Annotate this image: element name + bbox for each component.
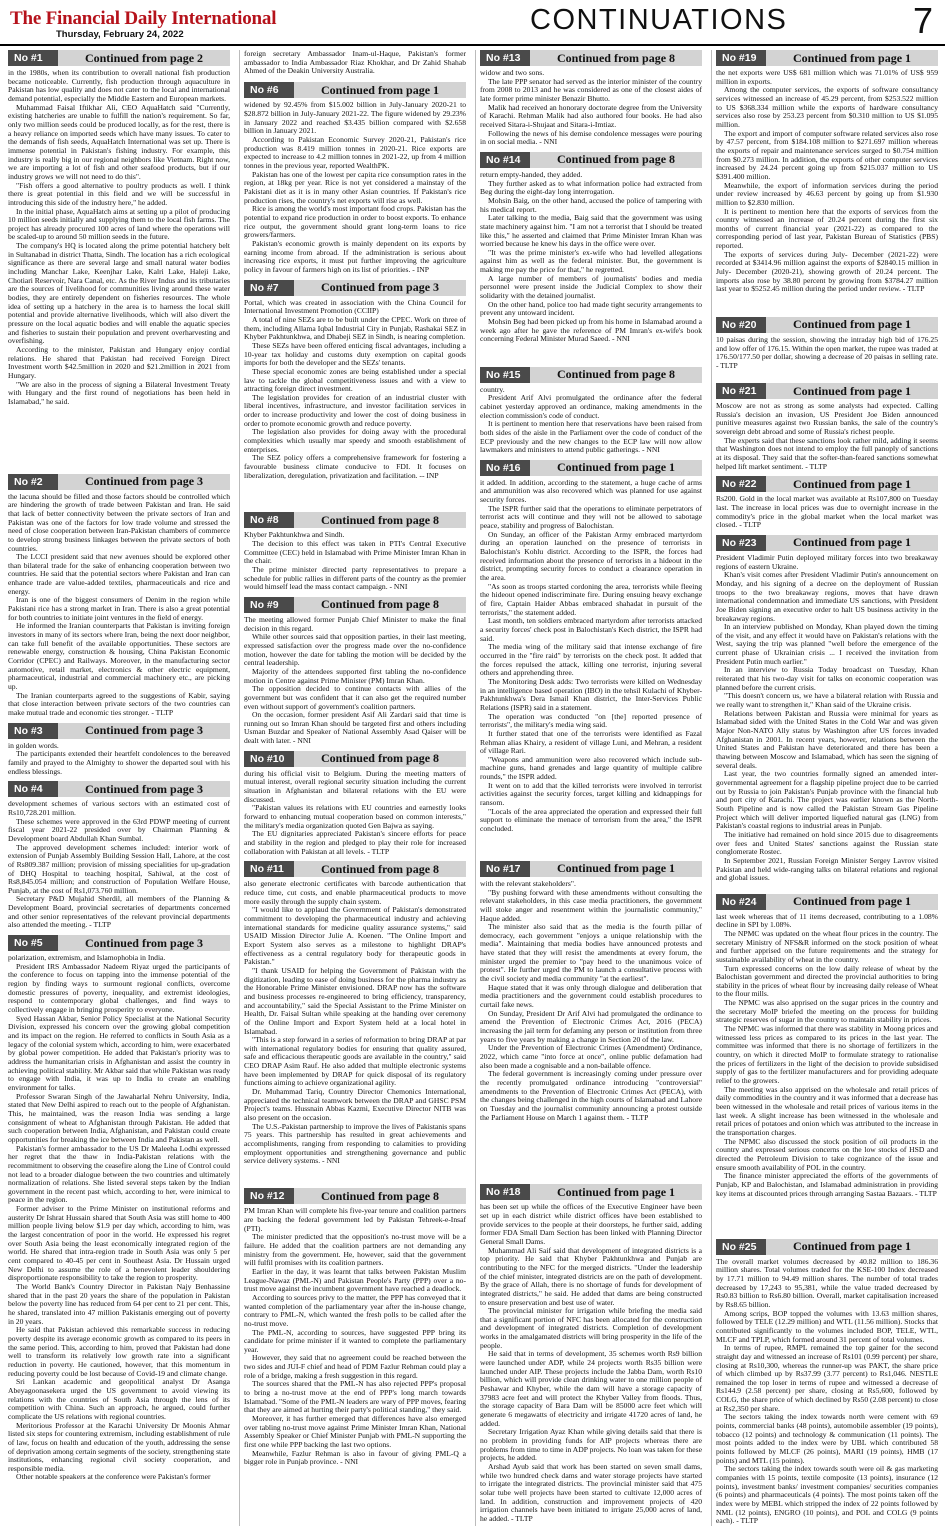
story-paragraph: The provincial minister for irrigation while briefing the media said that a significant portion of NFC has been allocated for the construction and development of integrated districts. Completion of development works in the amalgamated districts will bring prosperity in the life of the people. xyxy=(480,1306,702,1350)
story-body xyxy=(244,616,466,746)
story-header xyxy=(244,1188,466,1204)
continued-from-label: Continued from page 1 xyxy=(530,861,702,877)
continued-story xyxy=(716,383,938,471)
story-paragraph: On the occasion, former president Asif Ali Zardari said that time is running out so Imran Khan should be targeted first and others including Usman Buzdar and Speaker of National Assembly Asad Qaiser will be dealt with later. - NNI xyxy=(244,710,466,746)
story-paragraph: Mohsin Beg had been picked up from his home in Islamabad around a week ago after he gave the reference of PM Imran's ex-wife's book concerning Federal Minister Murad Saeed. - NNI xyxy=(480,317,702,344)
story-number: No #7 xyxy=(244,280,294,296)
story-paragraph: The Monitoring Desk adds: Two terrorists were killed on Wednesday in an intelligence based operation (IBO) in the tehsil Kulachi of Khyber-Pakhtunkhwa's Dera Ismail Khan district, the Inter-Services Public Relations (ISPR) said in a statement. xyxy=(480,676,702,712)
story-paragraph: Khyber Pakhtunkhwa and Sindh. xyxy=(244,530,345,540)
story-paragraph: "As soon as troops started cordoning the area, terrorists while fleeing the hideout opened indiscriminate fire. During ensuing heavy exchange of fire, Captain Haider Abbas embraced shahadat in pursuit of the terrorists," the statement added. xyxy=(480,581,702,617)
story-paragraph: He informed the Iranian counterparts that Pakistan is inviting foreign investors in many of its sectors where Iran, being the next door neighbor, can take full benefit of the available opportunities. These sectors are renewable energy, construction & housing, China Pakistan Economic Corridor (CPEC) and Railways. Moreover, in the manufacturing sector automotive, retail market, electronics & other electric equipment, pharmaceutical, industrial and commercial machinery etc., are picking up. xyxy=(8,621,230,691)
story-paragraph: last week whereas that of 11 items decreased, contributing to a 1.08% decline in SPI by 1.08%. xyxy=(716,911,938,930)
story-paragraph: also generate electronic certificates with barcode authentication that reduce time, cut costs, and enable pharmaceutical products to move more easily through the supply chain system. xyxy=(244,879,466,906)
story-paragraph: The legislation also provides for doing away with the procedural complexities which usually mar speedy and smooth establishment of enterprises. xyxy=(244,427,466,454)
continued-story xyxy=(716,317,938,378)
story-number: No #25 xyxy=(716,1239,766,1255)
story-number: No #20 xyxy=(716,317,766,333)
story-number: No #11 xyxy=(244,861,294,877)
story-paragraph: Pakistan's economic growth is mainly dependent on its exports by earning income from abroad. If the administration is serious about increasing rice exports, it must put further improving the agriculture policy in favour of farmers high on its list of priorities. - INP xyxy=(244,238,466,274)
story-paragraph: Muhammad Ali Saif said that development of integrated districts is a top priority. He said that Khyber Pakhtunkhwa and Punjab are contributing to the NFC for the merged districts. "Under the leadership of the chief minister, integrated districts are on the path of development. By the grace of Allah, there is no shortage of funds for development of integrated districts," he said. He added that dams are being constructed to ensure preservation and best use of water. xyxy=(480,1245,702,1307)
story-paragraph: widened by 92.45% from $15.002 billion in July-January 2020-21 to $28.872 billion in July-January 2021-22. The figure widened by 29.23% in January 2022 and reached $3.435 billion compared with $2.658 billion in January 2021. xyxy=(244,100,466,136)
story-paragraph: "Fish offers a good alternative to poultry products as well. I think there is great potential in this field and we will be successful in introducing this side of the industry here," he added. xyxy=(8,180,230,207)
story-paragraph: Pakistan's former ambassador to the US Dr Maleeha Lodhi expressed her regret that the thaw in India-Pakistan relations with the recommitment to observing the ceasefire along the Line of Control could not lead to a broader dialogue between the two countries and ultimately normalization of relations. She listed several steps taken by the Indian government in the recent past which, according to her, were inimical to peace in the region. xyxy=(8,1143,230,1205)
continued-story xyxy=(8,50,230,469)
story-body xyxy=(244,299,466,508)
story-paragraph: The overall market volumes decreased by 40.82 million to 186.36 million shares. Total volumes traded for the KSE-100 Index decreased by 17.71 million to 94.49 million shares. The number of total trades decreased by 17,243 to 95,381, while the value traded decreased by Rs0.83 billion to Rs6.80 billion. Overall, market capitalisation increased by Rs8.65 billion. xyxy=(716,1256,938,1309)
story-paragraph: A large number of members of journalists' bodies and media personnel were present inside the Judicial Complex to show their solidarity with the detained journalist. xyxy=(480,273,702,301)
continued-from-label: Continued from page 8 xyxy=(530,50,702,66)
story-header xyxy=(8,50,230,66)
article-columns xyxy=(8,50,938,1526)
story-body xyxy=(480,386,702,455)
story-paragraph: In September 2021, Russian Foreign Minister Sergey Lavrov visited Pakistan and held wide-ranging talks on bilateral relations and regional and global issues. xyxy=(716,855,938,883)
continued-story xyxy=(244,597,466,746)
story-paragraph: Turn expressed concerns on the low daily release of wheat by the Balochistan government and directed the provincial authorities to bring stability in the prices of wheat flour by increasing daily release of Wheat to the flour mills. xyxy=(716,963,938,999)
story-paragraph: Last year, the two countries formally signed an amended inter-governmental agreement for a flagship pipeline project due to be carried out by Russia to join Pakistan's Punjab province with the financial hub and port city of Karachi. The project was earlier known as the North-South Pipeline and is now called the Pakistan Stream Gas Pipeline Project which will deliver imported liquefied natural gas (LNG) from Pakistan's coastal regions to industrial areas in Punjab. xyxy=(716,769,938,831)
story-paragraph: "Pakistan values its relations with EU countries and earnestly looks forward to enhancing mutual cooperation based on common interests," the military's media organization quoted Gen Bajwa as saying. xyxy=(244,803,466,830)
story-body xyxy=(244,531,466,592)
continued-story xyxy=(244,1188,466,1526)
continued-from-label: Continued from page 3 xyxy=(58,723,230,739)
story-header xyxy=(480,861,702,877)
story-header xyxy=(8,474,230,490)
story-header xyxy=(716,317,938,333)
story-number: No #22 xyxy=(716,476,766,492)
story-paragraph: The minister predicted that the opposition's no-trust move will be a failure. He added that the coalition partners are not demanding any ministry from the government. He, however, said that the government will fulfil promises with its coalition partners. xyxy=(244,1232,466,1268)
story-paragraph: "I thank USAID for helping the Government of Pakistan with the digitization, leading to ease of doing business for the pharma industry as the Honorable Prime Minister envisioned. DRAP now has the software and business processes re-engineered to bring efficiency, transparency, and accountability," said the Special Assistant to the Prime Minister on Health, Dr. Faisal Sultan while speaking at the handing over ceremony of the Online Import and Export System held at a local hotel in Islamabad. xyxy=(244,965,466,1036)
story-paragraph: Moreover, it has further emerged that differences have also emerged over tabling no-trust move against Prime Minister Imran Khan, National Assembly Speaker or Chief Minister Punjab with PML-N supporting the first one while PPP backing the last two options. xyxy=(244,1414,466,1450)
story-paragraph: in the 1980s, when its contribution to overall national fish production became noticeable. Currently, fish production through aquaculture in Pakistan has low quality and does not cater to the local and international demand potential, especially the Middle Eastern and European markets. xyxy=(8,68,230,103)
story-body xyxy=(480,880,702,1179)
continued-story xyxy=(244,280,466,508)
story-paragraph: foreign secretary Ambassador Inam-ul-Haque, Pakistan's former ambassador to India Ambassador Riaz Khokhar, and Dr Zahid Shahab Ahmed of the Deakin University Australia. xyxy=(244,49,466,76)
story-paragraph: it added. In addition, according to the statement, a huge cache of arms and ammunition was also recovered which was planned for use against security forces. xyxy=(480,477,702,505)
story-paragraph: According to the minister, Pakistan and Hungary enjoy cordial relations. He shared that Pakistan had received Foreign Direct Investment worth $42.5million in 2020 and $21.2million in 2021 from Hungary. xyxy=(8,345,230,380)
story-paragraph: The NPMC was also apprised on the sugar prices in the country and the secretary MoIP briefed the meeting on the process for building strategic reserves of sugar in the country to maintain stability in prices. xyxy=(716,998,938,1025)
story-header xyxy=(8,723,230,739)
continued-from-label: Continued from page 1 xyxy=(766,50,938,66)
story-body xyxy=(716,402,938,471)
story-header xyxy=(244,280,466,296)
story-paragraph: These schemes were approved in the 63rd PDWP meeting of current fiscal year 2021-22 presided over by Chairman Planning & Development board Abdullah Khan Sumbal. xyxy=(8,816,230,843)
continued-from-label: Continued from page 1 xyxy=(766,476,938,492)
column-4 xyxy=(711,50,938,1526)
newspaper-title: The Financial Daily International xyxy=(10,8,277,29)
story-paragraph: "By pushing forward with these amendments without consulting the relevant stakeholders, in this case media practitioners, the government will stoke anger and resentment within the journalistic community," Haque added. xyxy=(480,887,702,923)
story-number: No #17 xyxy=(480,861,530,877)
story-paragraph: Among scrips, BOP topped the volumes with 13.63 million shares, followed by TELE (12.29 million) and WTL (11.56 million). Stocks that contributed significantly to the volumes included BOP, TELE, WTL, MLCF and TPLP, which formed around 31 percent of total volumes. xyxy=(716,1308,938,1344)
story-header xyxy=(8,781,230,797)
story-paragraph: Rs200. Gold in the local market was available at Rs107,800 on Tuesday last. The increase in local prices was due to overnight increase in the commodity's price in the global market when the local market was closed. - TLTP xyxy=(716,494,938,530)
story-number: No #24 xyxy=(716,894,766,910)
story-body xyxy=(244,880,466,1183)
continued-from-label: Continued from page 1 xyxy=(294,82,466,98)
story-header xyxy=(244,82,466,98)
continued-from-label: Continued from page 8 xyxy=(294,751,466,767)
story-header xyxy=(716,50,938,66)
continued-story xyxy=(480,50,702,147)
continued-story xyxy=(8,781,230,930)
masthead xyxy=(0,0,945,46)
story-paragraph: On the other hand, police too had made tight security arrangements to prevent any untoward incident. xyxy=(480,299,702,318)
story-body xyxy=(8,493,230,718)
story-number: No #16 xyxy=(480,460,530,476)
story-header xyxy=(480,152,702,168)
story-paragraph: The ISPR further said that the operations to eliminate perpetrators of terrorist acts will continue and they will not be allowed to sabotage peace, stability and progress of Balochistan. xyxy=(480,503,702,531)
continued-from-label: Continued from page 1 xyxy=(766,383,938,399)
story-paragraph: PM Imran Khan will complete his five-year tenure and coalition partners are backing the federal government led by Pakistan Tehreek-e-Insaf (PTI). xyxy=(244,1206,466,1233)
story-paragraph: The U.S.-Pakistan partnership to improve the lives of Pakistanis spans 75 years. This partnership has resulted in great achievements and accomplishments, ranging from responding to calamities to providing employment opportunities and strengthening governance and public service delivery systems. - NNI xyxy=(244,1121,466,1166)
story-paragraph: On Sunday, President Dr Arif Alvi had promulgated the ordinance to amend the Prevention of Electronic Crimes Act, 2016 (PECA) increasing the jail term for defaming any person or institution from three years to five years by making a change in Section 20 of the law. xyxy=(480,1008,702,1044)
story-paragraph: President IRS Ambassador Nadeem Riyaz urged the participants of the conference to focus on tapping into the immense potential of the region by finding ways to surmount regional conflicts, overcome domestic pressures of poverty, inequality, and extremist ideologies, respond to contemporary global challenges, and find ways to collectively engage in bringing prosperity to everyone. xyxy=(8,961,230,1015)
continued-story xyxy=(244,751,466,857)
continued-from-label: Continued from page 8 xyxy=(294,512,466,528)
story-paragraph: The sectors taking the index towards south were oil & gas marketing companies with 15 points, textile composite (13 points), insurance (12 points), investment banks/ investment companies/ securities companies (6 points) and pharmaceuticals (4 points). The most points taken off the index were by MEBL which stripped the index of 22 points followed by NML (12 points), ENGRO (10 points), and POL and COLG (9 points each). - TLTP xyxy=(716,1464,938,1526)
story-header xyxy=(480,50,702,66)
story-paragraph: Secretary Irrigation Ayaz Khan while giving details said that there is no problem in providing funds for AIP projects whereas there are problems from time to time in ADP projects. No loan was taken for these projects, he added. xyxy=(480,1427,703,1463)
story-paragraph: Malik had received an honorary doctorate degree from the University of Karachi. Rehman Malik had also authored four books. He had also received Sitara-i-Shujaat and Sitara-i-Imtiaz. xyxy=(480,102,702,129)
story-paragraph: In an interview published on Monday, Khan played down the timing of the visit, and any effect it would have on Pakistan's relations with the West, saying the trip was planned "well before the emergence of the current phase of Ukrainian crisis ... I received the invitation from President Putin much earlier." xyxy=(716,622,938,666)
story-number: No #14 xyxy=(480,152,530,168)
continued-story xyxy=(244,50,466,77)
story-paragraph: On Sunday, an officer of the Pakistan Army embraced martyrdom during an operation launched on the presence of terrorists in Balochistan's Kohlu district. According to the ISPR, the forces had received information about the presence of terrorists in a hideout in the district, prompting security forces to conduct a clearance operation in the area. xyxy=(480,529,702,583)
story-header xyxy=(716,476,938,492)
story-paragraph: Last month, ten soldiers embraced martyrdom after terrorists attacked a security forces' check post in Balochistan's Kech district, the ISPR had said. xyxy=(480,616,702,643)
continued-from-label: Continued from page 2 xyxy=(58,50,230,66)
story-number: No #13 xyxy=(480,50,530,66)
story-paragraph: A total of nine SEZs are to be built under the CPEC. Work on three of them, including Allama Iqbal Industrial City in Punjab, Rashakai SEZ in Khyber Pakhtunkhwa, and Dhabeji SEZ in Sindh, is nearing completion. xyxy=(244,314,466,342)
story-paragraph: Sri Lankan academic and geopolitical analyst Dr Asanga Abeyagoonasekera urged the US government to avoid viewing its relations with the countries of South Asia through the lens of its competition with China. Such an approach, he argued, could further complicate the US relations with regional countries. xyxy=(8,1377,230,1421)
story-paragraph: the lacuna should be filled and those factors should be controlled which are hindering the growth of trade between Pakistan and Iran. He said that lack of better connectivity between the private sectors of Iran and Pakistan was one of the factors for low trade volume and stressed the need of close cooperation between Iran-Pakistan chambers of commerce to develop strong business linkages between the private sectors of both countries. xyxy=(8,491,230,553)
story-paragraph: In the initial phase, AquaHatch aims at setting up a pilot of producing 10 million seeds initially and supplying them to the local fish farms. The project has already procured 100 acres of land where the operations will be scaled-up to around 50 million seeds in the future. xyxy=(8,206,230,242)
story-paragraph: development schemes of various sectors with an estimated cost of Rs10,728.201 million. xyxy=(8,799,230,817)
story-paragraph: Pakistan has one of the lowest per capita rice consumption rates in the region, at 18kg per year. Rice is not yet considered a mainstay of the Pakistani diet as it is in many other Asian countries. If Pakistan's rice production rises, the country's net exports will rise as well. xyxy=(244,169,466,205)
story-paragraph: country. xyxy=(480,384,505,394)
continued-from-label: Continued from page 1 xyxy=(766,894,938,910)
story-paragraph: with the relevant stakeholders". xyxy=(480,878,576,888)
story-paragraph: the net exports were US$ 681 million which was 71.01% of US$ 959 million in exports. xyxy=(716,68,938,86)
story-number: No #6 xyxy=(244,82,294,98)
story-paragraph: Portal, which was created in association with the China Council for International Investment Promotion (CCIIP) xyxy=(244,297,466,316)
story-paragraph: Secretary P&D Mujahid Sherdil, all members of the Planning & Development Board, provincial secretaries of departments concerned and other senior representatives of the relevant provincial departments also attended the meeting. - TLTP xyxy=(8,894,230,930)
story-paragraph: Among the computer services, the exports of software consultancy services witnessed an increase of 45.29 percent, from $253.522 million to US $368.334 million while the exports of hardware consultancy services also rose by 253.23 percent from $0.310 million to US $1.095 million. xyxy=(716,85,938,129)
story-paragraph: While other sources said that opposition parties, in their last meeting, expressed satisfaction over the progress made over the no-confidence motion, however the date for tabling the motion will be decided by the central leadership. xyxy=(244,632,466,668)
continued-from-label: Continued from page 3 xyxy=(294,280,466,296)
column-2 xyxy=(239,50,466,1526)
continued-from-label: Continued from page 8 xyxy=(530,152,702,168)
story-paragraph: Khan's visit comes after President Vladimir Putin's announcement on Monday, and his signing of a decree on the deployment of Russian troops to the two breakaway regions, moves that have drawn international condemnation and immediate US sanctions, with President Joe Biden signing an executive order to halt US business activity in the breakaway regions. xyxy=(716,570,938,623)
story-paragraph: President Arif Alvi promulgated the ordinance after the federal cabinet yesterday approved an ordinance, making amendments in the election commission's code of conduct. xyxy=(480,393,702,420)
story-body xyxy=(244,50,466,77)
continued-story xyxy=(480,460,702,856)
continued-story xyxy=(244,861,466,1183)
story-number: No #10 xyxy=(244,751,294,767)
story-number: No #15 xyxy=(480,367,530,383)
story-paragraph: Later talking to the media, Baig said that the government was using state machinery against him. "I am not a terrorist that I should be treated like this," he asserted and claimed that Prime Minister Imran Khan was worried because he knew his days in the office were over. xyxy=(480,213,702,249)
story-number: No #1 xyxy=(8,50,58,66)
story-paragraph: He said that in terms of development, 35 schemes worth Rs9 billion were launched under ADP, while 24 projects worth Rs35 billion were launched under AIP. These projects include the Jabba Dam, worth Rs10 billion, which will provide clean drinking water to one million people of Peshawar and Khyber, while the dam will have a storage capacity of 37983 acre feet and will protect the Khyber Valley from floods. Thus, the storage capacity of Bara Dam will be 85000 acre feet which will generate 6 megawatts of electricity and irrigate 41720 acres of land, he added. xyxy=(480,1349,702,1428)
story-paragraph: Meritorious Professor at the Karachi University Dr Moonis Ahmar listed six steps for countering extremism, including establishment of rule of law, focus on health and education of the youth, addressing the sense of deprivation among certain segments of the society, strengthening state institutions, enhancing regional civil society cooperation, and responsible media. xyxy=(8,1420,230,1473)
continued-story xyxy=(716,894,938,1234)
story-body xyxy=(716,913,938,1234)
story-paragraph: The NPMC also discussed the stock position of oil products in the country and expressed serious concerns on the low stocks of HSD and directed the Petroleum Division to take cognizance of the issue and ensure smooth availability of POL in the country. xyxy=(716,1136,938,1172)
story-paragraph: The prime minister directed party representatives to prepare a schedule for public rallies in different parts of the country as the premier would himself lead the mass contact campaign. - NNI xyxy=(244,564,466,592)
story-number: No #18 xyxy=(480,1184,530,1200)
continued-story xyxy=(480,861,702,1179)
continued-from-label: Continued from page 8 xyxy=(294,861,466,877)
story-paragraph: The exports of services during July- December (2021-22) were recorded at $3414.96 million against the exports of $2840.15 million in July- December (2020-21), showing growth of 20.24 percent. The imports also rose by 38.80 percent by growing from $3784.27 million last year to $5252.45 million during the period under review. - TLTP xyxy=(716,249,938,294)
continued-from-label: Continued from page 1 xyxy=(766,535,938,551)
continued-from-label: Continued from page 1 xyxy=(766,1239,938,1255)
story-number: No #12 xyxy=(244,1188,294,1204)
story-paragraph: The company's HQ is located along the prime potential hatchery belt in Sultanabad in district Thatta, Sindh. The location has a rich ecological significance as there are several large and small natural water bodies including Manchar Lake, Keenjhar Lake, Kalri Lake, Haleji Lake, Chotiari Reservoir, Nara Canal, etc. As the River Indus and its tributaries are the sources of livelihood for communities living around these water bodies, they are entirely dependent on fisheries resources. The whole idea of setting up a hatchery in the area is to harness the local skill potential and provide alternative livelihoods, which will also divert the pressure on the local aquatic bodies and will enable the aquatic species and fisheries to sustain their population and prevent overharvesting and overfishing. xyxy=(8,241,230,346)
story-paragraph: Relations between Pakistan and Russia were minimal for years as Islamabad sided with the United States in the Cold War and was given Major Non-NATO Ally status by Washington after US forces invaded Afghanistan in 2001. In recent years, however, relations between the United States and Pakistan have deteriorated and there has been a thawing between Moscow and Islamabad, which has seen the signing of several deals. xyxy=(716,708,938,770)
continued-from-label: Continued from page 8 xyxy=(530,367,702,383)
continued-story xyxy=(716,50,938,312)
story-paragraph: These special economic zones are being established under a special law to tackle the global competitiveness issues and with a view to attracting foreign direct investment. xyxy=(244,366,466,394)
story-paragraph: President Vladimir Putin deployed military forces into two breakaway regions of eastern Ukraine. xyxy=(716,552,938,571)
story-number: No #5 xyxy=(8,935,58,951)
story-body xyxy=(8,800,230,930)
story-paragraph: The World Bank's Country Director in Pakistan Najy Benhassine shared that in the past 20 years the share of the population in Pakistan below the poverty line has reduced from 64 per cent to 21 per cent. This, he shared, translated into 47 million Pakistanis emerging out of poverty in 20 years. xyxy=(8,1282,230,1326)
story-number: No #8 xyxy=(244,512,294,528)
story-paragraph: Majority of the attendees supported first tabling the no-confidence motion in Centre against Prime Minister (PM) Imran Khan. xyxy=(244,666,466,685)
story-paragraph: The PML-N, according to sources, have suggested PPP bring its candidate for prime minister if it wanted to complete the parliamentary year. xyxy=(244,1327,466,1354)
story-paragraph: Following the news of his demise condolence messages were pouring in on social media. - NNI xyxy=(480,128,702,147)
story-paragraph: According to Pakistan Economic Survey 2020-21, Pakistan's rice production was 8.419 million tonnes in 2020-21. Rice exports are expected to increase to 4.2 million tonnes in 2021-22, up from 4 million tonnes in the previous year, reported WealthPK. xyxy=(244,135,466,171)
story-header xyxy=(716,383,938,399)
story-paragraph: The participants extended their heartfelt condolences to the bereaved family and prayed to the Almighty to shower the departed soul with his endless blessings. xyxy=(8,749,230,776)
story-paragraph: The Iranian counterparts agreed to the suggestions of Kabir, saying that close interaction between private sectors of the two countries can make mutual trade and economic ties stronger. - TLTP xyxy=(8,690,230,717)
story-paragraph: According to sources privy to the matter, the PPP has conveyed that it wanted completion of the parliamentary year after the in-house change, contrary to PML-N, which wanted the fresh polls to be called after the no-trust move. xyxy=(244,1292,466,1328)
continued-from-label: Continued from page 3 xyxy=(58,935,230,951)
continued-story xyxy=(716,1239,938,1526)
story-paragraph: The sources shared that the PML-N has also rejected PPP's proposal to bring a no-trust move at the end of PPP's long march towards Islamabad. "Some of the PML-N leaders are wary of PPP moves, fearing that they are aimed at hurting their party's political standing," they said. xyxy=(244,1379,466,1415)
column-3 xyxy=(475,50,702,1526)
story-paragraph: Meanwhile, Fazlur Rehman is also in favour of giving PML-Q a bigger role in Punjab province. - NNI xyxy=(244,1448,466,1467)
continued-story xyxy=(244,512,466,592)
story-paragraph: Dr. Muhammad Tariq, Country Director Chemonics International, appreciated the technical teamwork between the DRAP and GHSC PSM Project's teams. Hussnain Abbas Kazmi, Executive Director NITB was also present on the occasion. xyxy=(244,1087,466,1123)
story-paragraph: Under the Prevention of Electronic Crimes (Amendment) Ordinance, 2022, which came "into force at once", online public defamation had also been made a cognisable and a non-bailable offence. xyxy=(480,1043,702,1070)
story-number: No #21 xyxy=(716,383,766,399)
story-paragraph: The initiative had remained on hold since 2015 due to disagreements over fees and United States' sanctions against the Russian state conglomerate Rostec. xyxy=(716,829,938,857)
continued-story xyxy=(480,152,702,362)
continued-from-label: Continued from page 1 xyxy=(530,1184,702,1200)
story-paragraph: "Locals of the area appreciated the operation and expressed their full support to eliminate the menace of terrorism from the area," the ISPR concluded. xyxy=(480,806,702,834)
story-paragraph: Meanwhile, the export of information services during the period under review increased by 46.63 percent by going up from $1.930 million to $2.830 million. xyxy=(716,180,938,207)
story-body xyxy=(716,69,938,312)
story-paragraph: Former adviser to the Prime Minister on institutional reforms and austerity Dr Ishrat Hussain shared that South Asia was still home to 400 million people living below $1.9 per day which, according to him, was the largest concentration of poor in the world. He expressed his regret over South Asia being the least economically integrated region of the world. He shared that intra-region trade in South Asia was only 5 per cent compared to 40-45 per cent in Southeast Asia. Dr Hussain urged New Delhi to assume the role of a benevolent leader shouldering disproportionate responsibility to take the region to prosperity. xyxy=(8,1204,230,1283)
continued-story xyxy=(716,476,938,530)
story-body xyxy=(480,69,702,147)
story-header xyxy=(244,597,466,613)
continued-from-label: Continued from page 1 xyxy=(766,317,938,333)
story-number: No #2 xyxy=(8,474,58,490)
story-body xyxy=(480,479,702,856)
story-paragraph: It is pertinent to mention here that the exports of services from the country witnessed an increase of 20.24 percent during the first six months of current financial year (2021-22) as compared to the corresponding period of last year, Pakistan Bureau of Statistics (PBS) reported. xyxy=(716,206,938,251)
story-paragraph: Iran is one of the biggest consumers of Denim in the region while Pakistani rice has a strong market in Iran. There is also a great potential for both countries to initiate joint ventures in the field of energy. xyxy=(8,595,230,622)
story-paragraph: It is pertinent to mention here that reservations have been raised from both sides of the aisle in the Parliament over the code of conduct of the ECP previously and the new changes to the ECP law will now allow lawmakers and ministers to attend public gatherings. - NNI xyxy=(480,419,702,455)
story-paragraph: It went on to add that the killed terrorists were involved in terrorist activities against the security forces, target killing and kidnappings for ransom. xyxy=(480,780,702,808)
story-paragraph: in golden words. xyxy=(8,740,59,750)
story-body xyxy=(244,1207,466,1526)
story-paragraph: "We are also in the process of signing a Bilateral Investment Treaty with Hungary and the first round of negotiations has been held in Islamabad," he said. xyxy=(8,379,230,406)
story-paragraph: They further asked as to what information police had extracted from Beg during the eight-day long interrogation. xyxy=(480,178,702,197)
story-number: No #9 xyxy=(244,597,294,613)
story-header xyxy=(8,935,230,951)
continued-story xyxy=(480,1184,702,1526)
story-body xyxy=(8,69,230,469)
story-number: No #23 xyxy=(716,535,766,551)
story-body xyxy=(8,954,230,1526)
story-paragraph: The export and import of computer software related services also rose by 47.57 percent, from $184.108 million to $271.697 million whereas the exports of repair and maintenance services surged to $0.754 million from $0.273 million. In addition, the exports of other computer services increased by 24.24 percent going up from $215.037 million to US $391.400 million. xyxy=(716,128,938,181)
story-paragraph: Mohsin Baig, on the other hand, accused the police of tampering with his medical report. xyxy=(480,195,702,214)
story-header xyxy=(480,1184,702,1200)
story-paragraph: polarization, extremism, and Islamophobia in India. xyxy=(8,953,166,963)
continued-story xyxy=(480,367,702,455)
story-paragraph: return empty-handed, they added. xyxy=(480,169,583,179)
story-header xyxy=(480,460,702,476)
story-paragraph: has been set up while the offices of the Executive Engineer have been set up in each district while district offices have been established to provide services to the people at their doorsteps, he further said, adding former FDA Small Dam Section has been linked with Planning Director General Small Dams. xyxy=(480,1202,702,1246)
story-paragraph: Other notable speakers at the conference were Pakistan's former xyxy=(16,1472,211,1482)
story-paragraph: In an interview to Russia Today broadcast on Tuesday, Khan reiterated that his two-day visit for talks on economic cooperation was planned before the current crisis. xyxy=(716,665,938,692)
story-body xyxy=(716,336,938,378)
continued-story xyxy=(8,723,230,777)
story-number: No #19 xyxy=(716,50,766,66)
story-paragraph: He said that Pakistan achieved this remarkable success in reducing poverty despite its average economic growth as compared to its peers in the same period. This, according to him, proved that Pakistan had done well to transform its relatively low growth rate into a significant reduction in poverty. He cautioned, however, that this momentum in reducing poverty could be lost because of Covid-19 and climate change. xyxy=(8,1325,230,1378)
continued-from-label: Continued from page 1 xyxy=(530,460,702,476)
story-header xyxy=(716,535,938,551)
story-paragraph: The NPMC was informed that there was stability in Moong prices and witnessed less prices as compared to its prices in the last year. The committee was informed that there is no shortage of fertilizers in the country, on which it directed MoIP to formulate strategy to rationalise the prices of fertilizers in the light of the decision to provide subsidised supply of gas to the fertilizer manufacturers and for providing adequate relief to the growers. xyxy=(716,1024,938,1086)
story-body xyxy=(244,770,466,857)
story-body xyxy=(716,495,938,530)
story-paragraph: These SEZs have been offered enticing fiscal advantages, including a 10-year tax holiday and customs duty exemption on capital goods imports for both the developer and the SEZs' tenants. xyxy=(244,340,466,368)
section-title: CONTINUATIONS xyxy=(530,4,788,36)
story-header xyxy=(244,751,466,767)
continued-from-label: Continued from page 8 xyxy=(294,1188,466,1204)
page-number: 7 xyxy=(912,0,933,41)
column-1 xyxy=(8,50,230,1526)
story-paragraph: "This doesn't concern us, we have a bilateral relation with Russia and we really want to strengthen it," Khan said of the Ukraine crisis. xyxy=(716,691,938,710)
story-body xyxy=(480,171,702,362)
story-paragraph: The legislation provides for creation of an industrial cluster with liberal incentives, infrastructure, and investor facilitation services in order to increase productivity and lower the cost of doing business in order to promote economic growth and reduce poverty. xyxy=(244,392,466,428)
story-paragraph: The EU dignitaries appreciated Pakistan's sincere efforts for peace and stability in the region and pledged to play their role for increased collaboration with Pakistan at all levels. - TLTP xyxy=(244,829,466,856)
story-header xyxy=(716,894,938,910)
story-paragraph: The media wing of the military said that intense exchange of fire occurred in the "fire raid" by terrorists on the check post. It added that the forces repulsed the attack, killing one terrorist, injuring several others and apprehending three. xyxy=(480,642,702,678)
continued-story xyxy=(244,82,466,274)
story-paragraph: The operation was conducted "on [the] reported presence of terrorists", the military's media wing said. xyxy=(480,711,702,730)
story-paragraph: The SEZ policy offers a comprehensive framework for fostering a favourable business climate conducive to FDI. It focuses on liberalization, deregulation, privatization and facilitation. -- INP xyxy=(244,453,466,480)
story-paragraph: Haque stated that it was only through dialogue and deliberation that media practitioners and the government could establish procedures to curtail fake news. xyxy=(480,982,702,1010)
story-paragraph: "I would like to applaud the Government of Pakistan's demonstrated commitment to developing the pharmaceutical industry and achieving international standards for medicine quality assurance systems," said USAID Mission Director Julie A. Koenen. "The Online Import and Export System also serves as a milestone to highlight DRAP's effectiveness as a central regulatory body for therapeutic goods in Pakistan." xyxy=(244,905,466,967)
story-number: No #4 xyxy=(8,781,58,797)
story-header xyxy=(480,367,702,383)
story-paragraph: 10 paisas during the session, showing the intraday high bid of 176.25 and low offer of 176.15. Within the open market, the rupee was traded at 176.50/177.50 per dollar, showing a decrease of 20 paisas in selling rate. - TLTP xyxy=(716,334,938,370)
story-paragraph: "Weapons and ammunition were also recovered which include sub-machine guns, hand grenades and large quantity of multiple calibre rounds," the ISPR added. xyxy=(480,754,702,782)
story-paragraph: The decision to this effect was taken in PTI's Central Executive Committee (CEC) held in Islamabad with Prime Minister Imran Khan in the chair. xyxy=(244,539,466,566)
story-body xyxy=(244,101,466,274)
story-paragraph: The sectors taking the index towards north were cement with 69 points, commercial banks (48 points), automobile assembler (19 points), tobacco (12 points) and technology & communication (11 points). The most points added to the index were by UBL which contributed 58 points followed by MLCF (26 points), MARI (19 points), HMB (17 points) and MTL (15 points). xyxy=(716,1412,938,1465)
story-paragraph: The meeting allowed former Punjab Chief Minister to make the final decision in this regard. xyxy=(244,614,466,633)
story-paragraph: Muhammad Faisal Iftikhar Ali, CEO AquaHatch said "Currently, existing hatcheries are unable to fulfill the nation's requirement. So far, only two million seeds could be produced locally, as for the rest, there is a heavy reliance on imported seeds which have many issues. To cater to the demands of fish seeds, AquaHatch International was set up. There is immense potential in Pakistan's fishing industry. For example, this industry is really big in our regional neighbors like Vietnam. Right now, we are importing a lot of fish and other seafood products, but if our industry grows we will not need to do this". xyxy=(8,102,230,181)
continued-from-label: Continued from page 8 xyxy=(294,597,466,613)
story-paragraph: It further stated that one of the terrorists were identified as Fazal Rehman alias Khairy, a resident of village Luni, and Mehran, a resident of village Rari. xyxy=(480,728,702,756)
continued-from-label: Continued from page 3 xyxy=(58,474,230,490)
issue-date: Thursday, February 24, 2022 xyxy=(56,29,184,40)
story-body xyxy=(716,554,938,889)
story-header xyxy=(716,1239,938,1255)
story-paragraph: during his official visit to Belgium. During the meeting matters of mutual interest, overall regional security situation including the current situation in Afghanistan and bilateral relations with the EU were discussed. xyxy=(244,768,466,804)
story-header xyxy=(244,861,466,877)
continued-from-label: Continued from page 3 xyxy=(58,781,230,797)
story-paragraph: However, they said that no agreement could be reached between the two sides and JUI-F chief and head of PDM Fazlur Rehman could play a role of a bridge, making a fresh suggestion in this regard. xyxy=(244,1353,466,1380)
story-paragraph: Rice is among the world's most important food crops. Pakistan has the potential to expand rice production in order to boost exports. To enhance rice output, the government should grant long-term loans to rice growers/farmers. xyxy=(244,204,466,240)
story-paragraph: Moscow are not as strong as some analysts had expected. Calling Russia's decision an invasion, US President Joe Biden announced punitive measures against two Russian banks, the sale of the country's sovereign debt abroad and some of Russia's richest people. xyxy=(716,401,938,437)
story-body xyxy=(716,1258,938,1526)
story-paragraph: Arshad Ayub said that work has been started on seven small dams, while two hundred check dams and water storage projects have started to irrigate the integrated districts. The provincial minister said that 475 solar tube well projects have been started to cultivate 12,000 acres of land. In addition, construction and improvement projects of 420 irrigation channels have been initiated to irrigate 25,000 acres of land, he added. - TLTP xyxy=(480,1461,702,1523)
story-body xyxy=(480,1203,702,1526)
story-paragraph: widow and two sons. xyxy=(480,68,545,77)
story-paragraph: "It was the prime minister's ex-wife who had levelled allegations against him as well as the federal minister. But, the government is making me pay the price for that," he regretted. xyxy=(480,247,702,275)
story-paragraph: The minister also said that as the media is the fourth pillar of democracy, each government "enjoys a unique relationship with the media". Maintaining that media bodies have announced protests and have stated that they will resist the amendments at every forum, the minister urged the premier to "pay heed to the unanimous voice of protest". He further urged the PM to launch a consultative process with the civil society and media community "at the earliest". xyxy=(480,922,702,984)
continued-story xyxy=(8,935,230,1526)
story-paragraph: The NPMC was updated on the wheat flour prices in the country. The secretary Ministry of NFS&R informed on the stock position of wheat and further apprised on the future requirements and the strategy for sustainable availability of wheat in the country. xyxy=(716,928,938,964)
story-paragraph: The late PPP senator had served as the interior minister of the country from 2008 to 2013 and he was considered as one of the closest aides of late former prime minister Benazir Bhutto. xyxy=(480,76,702,103)
story-paragraph: "This is a step forward in a series of reformation to bring DRAP at par with international regulatory bodies for ensuring that quality assured, safe and efficacious therapeutic goods are available in the country," said CEO DRAP Asim Rauf. He also added that multiple electronic systems have been implemented by DRAP for quick disposal of its regulatory functions aiming to achieve organizational agility. xyxy=(244,1035,466,1088)
story-body xyxy=(8,742,230,777)
continued-story xyxy=(716,535,938,889)
story-paragraph: Professor Swaran Singh of the Jawaharlal Nehru University, India, stated that New Delhi aspired to reach out to the people of Afghanistan. This, he maintained, was the reason India was sending a large consignment of wheat to Afghanistan through Pakistan. He added that such cooperation between India, Afghanistan, and Pakistan could create opportunities for breaking the ice between India and Pakistan as well. xyxy=(8,1091,230,1144)
story-paragraph: The meeting was also apprised on the wholesale and retail prices of daily commodities in the country and it was informed that a decrease has been witnessed in the wholesale and retail prices of various items in the last week. A slight increase has been witnessed in the wholesale and retail prices of potatoes and onion which was attributed to the increase in the transportation charges. xyxy=(716,1084,938,1137)
story-paragraph: The experts said that these sanctions look rather mild, adding it seems that Washington does not intend to employ the full panoply of sanctions at its disposal. They said that the softer-than-feared sanctions somewhat helped lift market sentiment. - TLTP xyxy=(716,435,938,471)
story-paragraph: The federal government is increasingly coming under pressure over the recently promulgated ordinance introducing "controversial" amendments to the Prevention of Electronic Crimes Act (PECA), with the changes being challenged in the high courts of Islamabad and Lahore on Tuesday and the journalist community announcing a protest outside the Parliament House on March 1 against them. - TLTP xyxy=(480,1069,702,1122)
story-paragraph: The approved development schemes included: interior work of extension of Punjab Assembly Building Session Hall, Lahore, at the cost of Rs809.387 million; provision of missing specialities for up-gradation of DHQ Hospital to teaching hospital, Sahiwal, at the cost of Rs8,845.054 million; and construction of Population Welfare House, Punjab, at the cost of Rs1,073.760 million. xyxy=(8,842,230,895)
story-paragraph: Earlier in the day, it was learnt that talks between Pakistan Muslim League-Nawaz (PML-N) and Pakistan People's Party (PPP) over a no-trust move against the incumbent government have reached a deadlock. xyxy=(244,1266,466,1294)
story-paragraph: In terms of rupee, RMPL remained the top gainer for the second straight day and witnessed an increase of Rs101 (0.99 percent) per share, closing at Rs10,300, whereas the runner-up was PAKT, the share price of which climbed up by Rs37.99 (3.77 percent) to Rs1,046. NESTLE remained the top loser in terms of rupee and witnessed a decrease of Rs144.9 (2.58 percent) per share, closing at Rs5,600, followed by COLG, the share price of which declined by Rs50 (2.08 percent) to close at Rs2,350 per share. xyxy=(716,1343,938,1413)
continued-story xyxy=(8,474,230,718)
story-paragraph: The opposition decided to continue contacts with allies of the government but was confident that it can also get the required number even without support of government's coalition partners. xyxy=(244,684,466,711)
story-paragraph: The finance minister appreciated the efforts of the governments of Punjab, KP and Balochistan, and Islamabad administration in providing key items at discounted prices through arranging Sastaa Bazaars. - TLTP xyxy=(716,1171,938,1198)
story-paragraph: Syed Hassan Akbar, Senior Policy Specialist at the National Security Division, expressed his concern over the growing global competition and its impact on the region. He referred to conflicts in South Asia as a legacy of the colonial system which, according to him, were exacerbated by global power competition. He added that Pakistan's priority was to address the humanitarian crisis in Afghanistan and assist the country in achieving political stability. Mr Akbar said that while Pakistan was ready to engage with India, it was up to India to create an enabling environment for talks. xyxy=(8,1013,230,1092)
story-number: No #3 xyxy=(8,723,58,739)
story-paragraph: The LCCI president said that new avenues should be explored other than bilateral trade for the sake of enhancing cooperation between two countries. He said that the potential sectors where Pakistan and Iran can enhance trade are value-added textiles, pharmaceuticals and rice and energy. xyxy=(8,552,230,596)
story-header xyxy=(244,512,466,528)
